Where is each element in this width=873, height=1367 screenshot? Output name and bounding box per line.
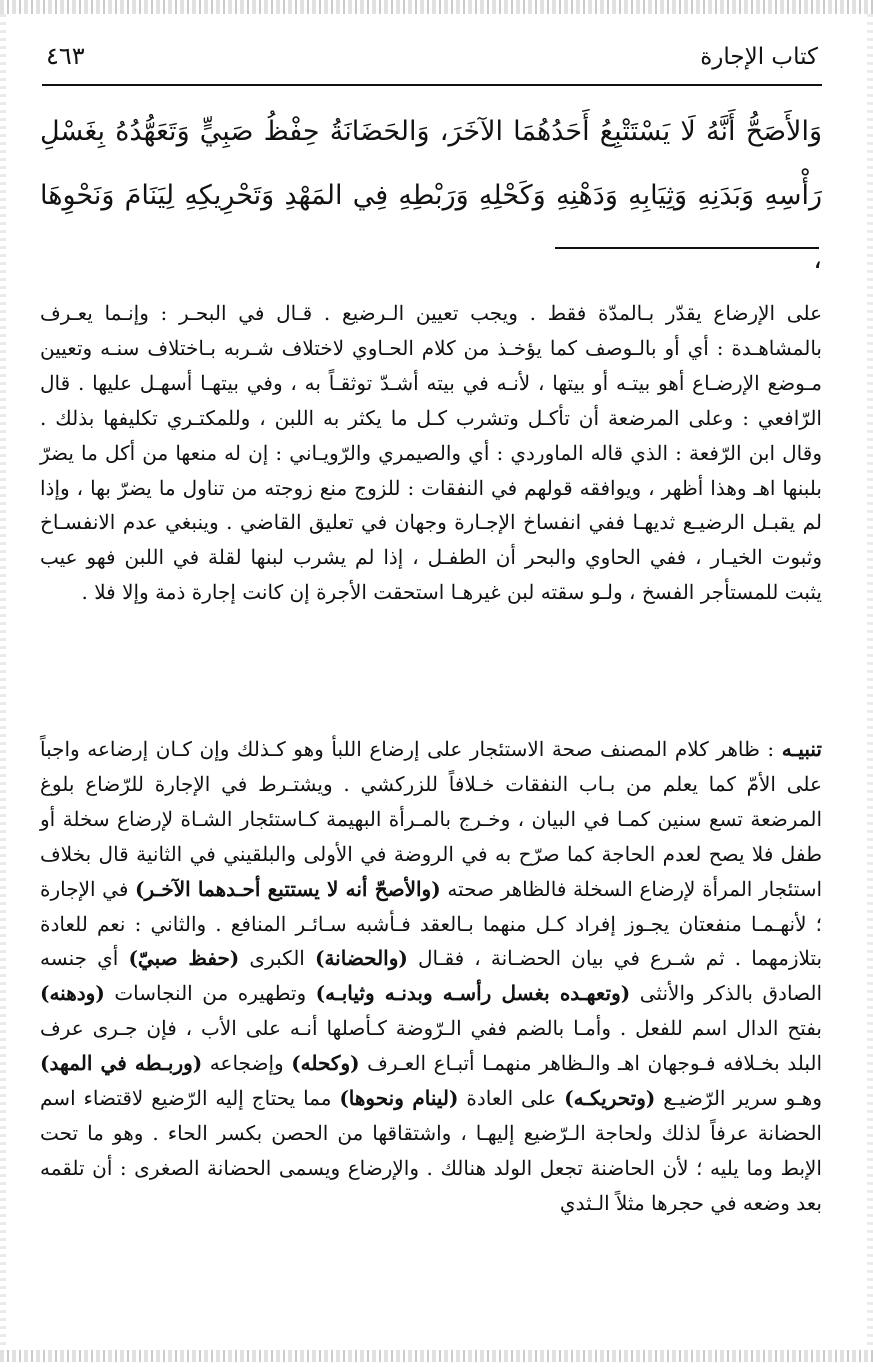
matn-paragraph: وَالأَصَحُّ أَنَّهُ لَا يَسْتَتْبِعُ أَحَدُهُمَا الآخَرَ، وَالحَضَانَةُ حِفْظُ صَبِيٍّ وَتَعَهُّدُهُ بِغَسْلِ رَأْسِهِ وَبَدَنِهِ وَثِيَابِهِ وَدَهْنِهِ وَكَحْلِهِ وَرَبْطِهِ فِي المَهْدِ وَتَحْرِيكِهِ لِيَنَامَ وَنَحْوِهَا ، [40,116,822,275]
decorative-top-border [0,0,873,14]
commentary-text-1: على الإرضاع يقدّر بـالمدّة فقط . ويجب تعيين الـرضيع . قـال في البحـر : وإنـما يعـرف بالمشاهـدة : أي أو بالـوصف كما يؤخـذ من كلام الحـاوي لاختلاف شـربه بـاختلاف سنـه وتعيين مـوضع الإرضـاع أهو بيتـه أو بيتها ، لأنـه في بيته أشـدّ توثقـاً به ، وفي بيتهـا أسهـل عليها . قال الرّافعي : وعلى المرضعة أن تأكـل وتشرب كـل ما يكثر به اللبن ، وللمكتـري تكليفها بذلك . وقال ابن الرّفعة : الذي قاله الماوردي : أي والصيمري والرّويـاني : إن له منعها من أكل ما يضرّ بلبنها اهـ وهذا أظهر ، ويوافقه قولهم في النفقات : للزوج منع زوجته من تناول ما يضرّ بها ، وإذا لم يقبـل الرضيـع ثديهـا ففي انفساخ الإجـارة وجهان في تعليق القاضي . وينبغي عدم الانفسـاخ وثبوت الخيـار ، ففي الحاوي والبحر أن الطفـل ، إذا لم يشرب لبنها لقلة في اللبن فهو عيب يثبت للمستأجر الفسخ ، ولـو سقته لبن غيرهـا استحقت الأجرة إن كانت إجارة ذمة وإلا فلا . [40,301,822,605]
matn-quote: (ودهنه) [40,981,105,1006]
matn-quote: (والأصحّ أنه لا يستتبع أحـدهما الآخـر) [135,876,441,901]
commentary-paragraph-2 [40,732,822,1221]
matn-quote: (والحضانة) [314,946,408,971]
commentary-segment: على العادة [466,1086,557,1111]
commentary-segment: الكبرى [249,946,305,971]
matn-quote: (لينام ونحوها) [339,1086,459,1111]
footnote-separator [555,247,819,249]
commentary-paragraph-1 [40,296,822,610]
matn-text [40,100,822,292]
commentary-segment: وتطهيره من النجاسات [114,981,307,1006]
commentary-segment: وإضجاعه [209,1051,284,1076]
page-header [42,38,822,86]
decorative-bottom-border [0,1350,873,1362]
matn-quote: (وكحله) [291,1051,360,1076]
commentary-segment: أي جنسه الصادق بالذكر والأنثى [40,946,823,1006]
commentary-segment: : ظاهر كلام المصنف صحة الاستئجار على إرضاع اللبأ وهو كـذلك وإن كـان إرضاعه واجباً على الأمّ كما يعلم من بـاب النفقات خـلافاً للزركشي . ويشتـرط في الإجارة للرّضاع بلوغ المرضعة تسع سنين كمـا في البيان ، وخـرج بالمـرأة البهيمة كـاستئجار الشـاة لإرضاع سخلة أو طفل فلا يصح لعدم الحاجة كما صرّح به في الروضة في الأولى والبلقيني في الثانية قال بخلاف استئجار المرأة لإرضاع السخلة فالظاهر صحته [40,737,823,901]
tanbih-heading: تنبيـه [781,737,822,761]
commentary-segment: مما يحتاج إليه الرّضيع لاقتضاء اسم الحضانة عرفاً لذلك ولحاجة الـرّضيع إليهـا ، واشتقاقها من الحصن بكسر الحاء . وهو ما تحت الإبط وما يليه ؛ لأن الحاضنة تجعل الولد هنالك . والإرضاع ويسمى الحضانة الصغرى : أن تلقمه بعد وضعه في حجرها مثلاً الـثدي [40,1086,822,1215]
book-title: كتاب الإجارة [700,44,818,70]
matn-quote: (وربـطه في المهد) [40,1051,203,1076]
matn-quote: (وتعهـده بغسل رأسـه وبدنـه وثيابـه) [315,981,631,1006]
page-edge-right [867,14,873,1350]
matn-quote: (وتحريكـه) [564,1086,656,1111]
page-edge-left [0,14,6,1350]
commentary-segment: بفتح الدال اسم للفعل . وأمـا بالضم ففي الـرّوضة كـأصلها أنـه على الأب ، فإن جـرى عرف البلد بخـلافه فـوجهان اهـ والـظاهر منهمـا أتبـاع العـرف [40,1016,823,1076]
commentary-segment: في الإجارة ؛ لأنهـمـا منفعتان يجـوز إفراد كـل منهما بـالعقد فـأشبه سـائـر المنافع . والثاني : نعم للعادة بتلازمهما . ثم شـرع في بيان الحضـانة ، فقـال [40,876,823,971]
commentary-segment: وهـو سرير الرّضيـع [663,1086,823,1111]
page-number: ٤٦٣ [46,42,85,70]
commentary-text-2 [40,732,822,1221]
matn-quote: (حفظ صبيّ) [128,946,240,971]
